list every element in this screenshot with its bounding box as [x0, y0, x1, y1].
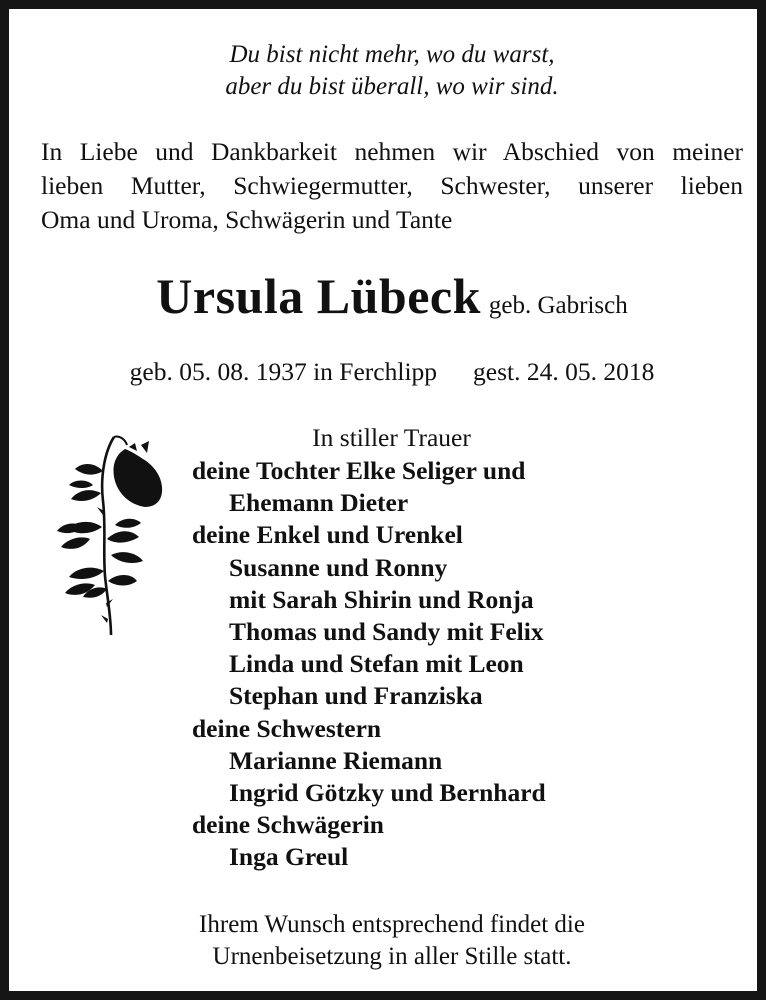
intro-line-1: In Liebe und Dankbarkeit nehmen wir Abschied von meiner [41, 137, 743, 166]
quote-line-2: aber du bist überall, wo wir sind. [225, 73, 559, 100]
deceased-name: Ursula Lübeck [156, 268, 481, 324]
closing-line-1: Ihrem Wunsch entsprechend findet die [199, 911, 585, 938]
mourner-name: Linda und Stefan mit Leon [229, 649, 524, 679]
mourner-name: Ehemann Dieter [229, 488, 409, 518]
mourner-name: Inga Greul [229, 842, 349, 872]
mourner-name: Stephan und Franziska [229, 681, 483, 711]
mourner-relation: deine Tochter Elke Seliger und [192, 456, 526, 485]
deceased-name-line [9, 267, 766, 325]
mourner-name: Thomas und Sandy mit Felix [229, 617, 544, 647]
closing-note [9, 909, 766, 973]
intro-line-2: lieben Mutter, Schwiegermutter, Schwester, unserer lieben [41, 171, 743, 200]
opening-quote [9, 39, 766, 103]
life-dates [9, 357, 766, 387]
birth-name: geb. Gabrisch [488, 292, 628, 319]
mourner-name: mit Sarah Shirin und Ronja [229, 584, 534, 614]
rose-icon [45, 431, 171, 637]
mourner-relation: deine Schwägerin [192, 810, 384, 840]
intro-paragraph [41, 135, 743, 237]
mourning-heading: In stiller Trauer [312, 423, 471, 452]
mourner-name: Susanne und Ronny [229, 552, 448, 582]
mourner-name: Ingrid Götzky und Bernhard [229, 778, 546, 808]
mourner-relation: deine Enkel und Urenkel [192, 520, 463, 550]
birth-date: geb. 05. 08. 1937 in Ferchlipp [129, 357, 438, 386]
intro-line-3: Oma und Uroma, Schwägerin und Tante [41, 205, 453, 234]
closing-line-2: Urnenbeisetzung in aller Stille statt. [212, 943, 572, 970]
mourner-relation: deine Schwestern [192, 713, 382, 743]
mourners-list [192, 455, 546, 874]
death-date: gest. 24. 05. 2018 [473, 357, 655, 386]
quote-line-1: Du bist nicht mehr, wo du warst, [229, 41, 555, 68]
mourner-name: Marianne Riemann [229, 745, 443, 775]
